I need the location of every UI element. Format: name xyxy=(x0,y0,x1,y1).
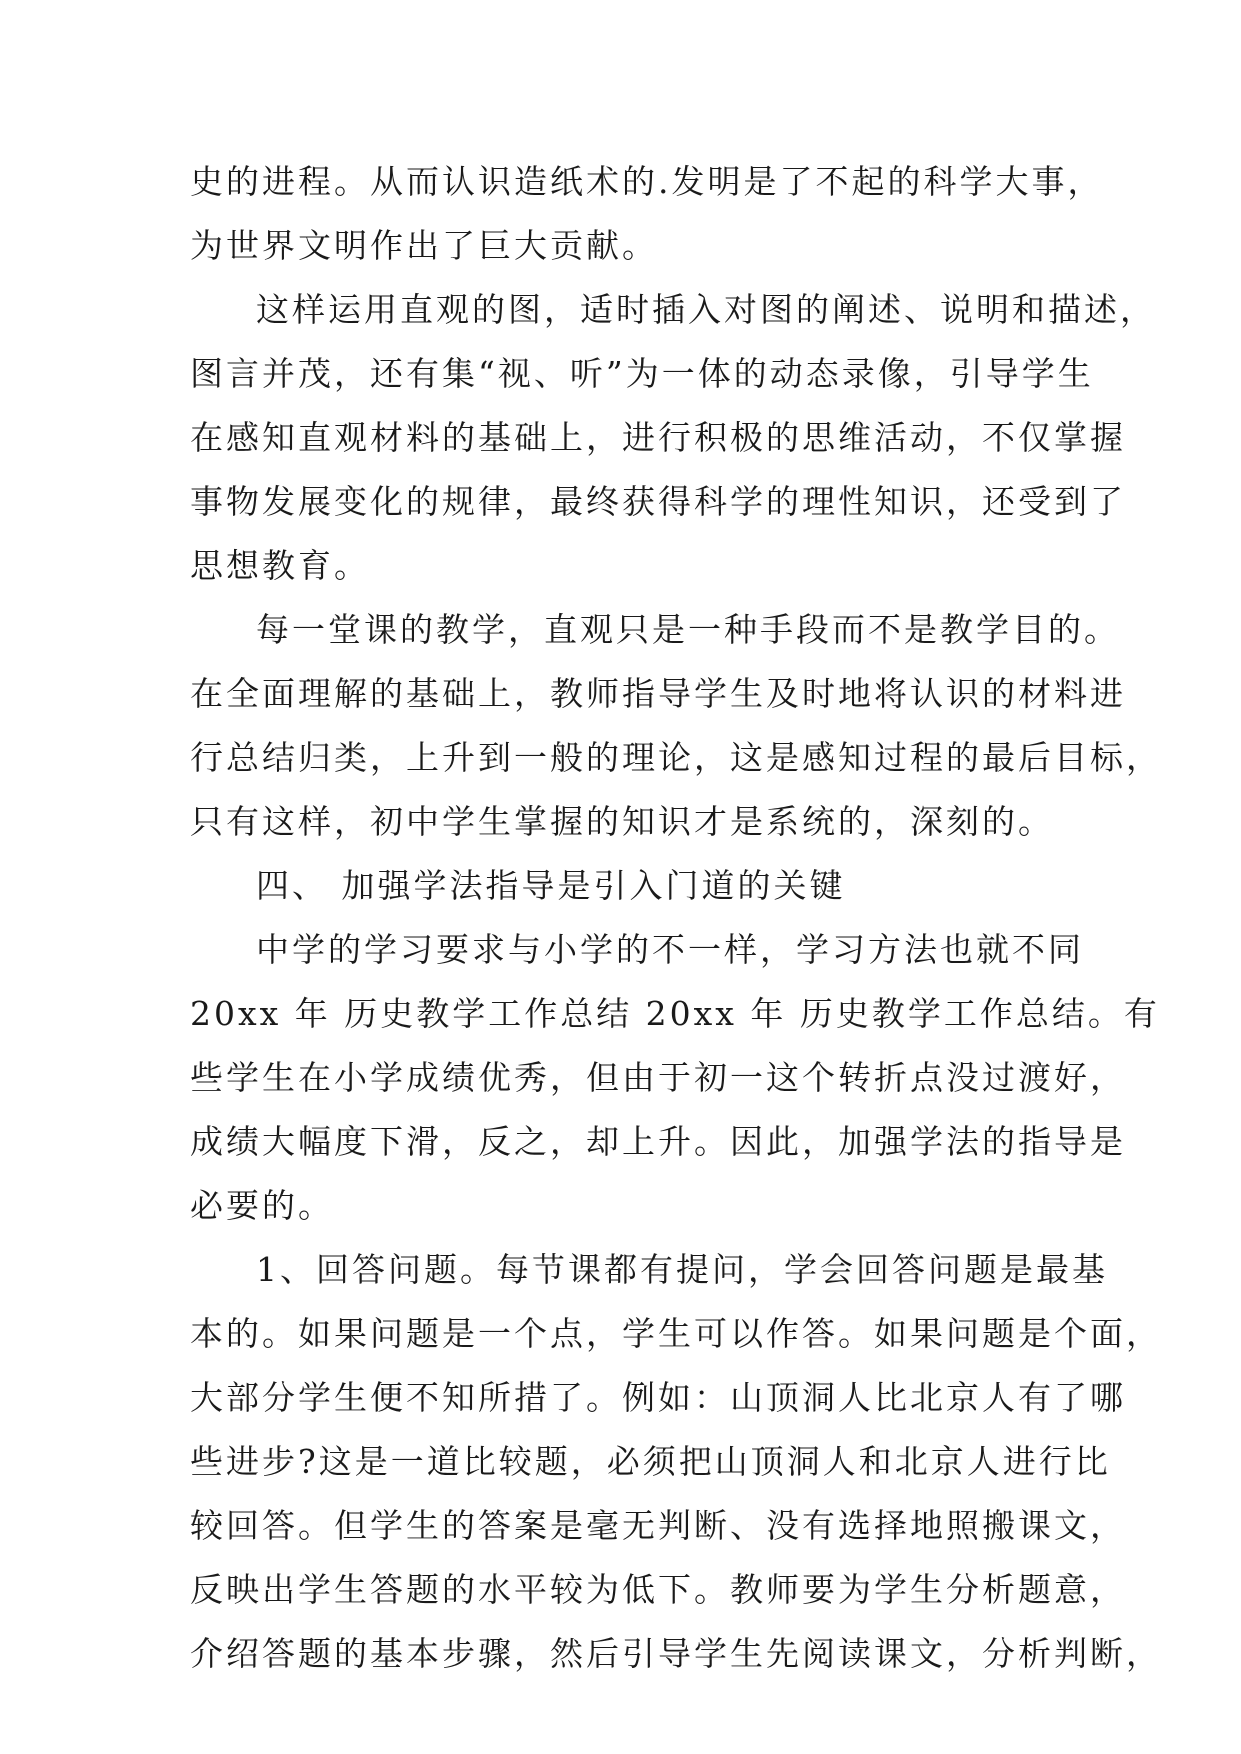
text-line: 思想教育。 xyxy=(190,546,370,585)
paragraph-start-line: 每一堂课的教学，直观只是一种手段而不是教学目的。 xyxy=(256,610,1120,649)
paragraph-start-line: 中学的学习要求与小学的不一样，学习方法也就不同 xyxy=(256,930,1084,969)
text-line: 较回答。但学生的答案是毫无判断、没有选择地照搬课文， xyxy=(190,1506,1126,1545)
text-line: 在感知直观材料的基础上，进行积极的思维活动，不仅掌握 xyxy=(190,418,1126,457)
text-line: 只有这样，初中学生掌握的知识才是系统的，深刻的。 xyxy=(190,802,1054,841)
text-line: 些学生在小学成绩优秀，但由于初一这个转折点没过渡好， xyxy=(190,1058,1126,1097)
text-line: 事物发展变化的规律，最终获得科学的理性知识，还受到了 xyxy=(190,482,1126,521)
text-line: 必要的。 xyxy=(190,1186,334,1225)
text-line: 本的。如果问题是一个点，学生可以作答。如果问题是个面， xyxy=(190,1314,1162,1353)
body-text xyxy=(190,150,1162,1686)
text-line: 在全面理解的基础上，教师指导学生及时地将认识的材料进 xyxy=(190,674,1126,713)
section-heading: 四、 加强学法指导是引入门道的关键 xyxy=(256,866,846,905)
text-line: 为世界文明作出了巨大贡献。 xyxy=(190,226,658,265)
text-line: 图言并茂，还有集“视、听”为一体的动态录像，引导学生 xyxy=(190,354,1094,393)
text-line: 20xx 年 历史教学工作总结 20xx 年 历史教学工作总结。有 xyxy=(190,994,1160,1033)
text-line: 成绩大幅度下滑，反之，却上升。因此，加强学法的指导是 xyxy=(190,1122,1126,1161)
text-line: 史的进程。从而认识造纸术的.发明是了不起的科学大事， xyxy=(190,162,1104,201)
text-line: 介绍答题的基本步骤，然后引导学生先阅读课文，分析判断， xyxy=(190,1634,1162,1673)
paragraph-start-line: 1、回答问题。每节课都有提问，学会回答问题是最基 xyxy=(256,1250,1108,1289)
text-line: 些进步?这是一道比较题，必须把山顶洞人和北京人进行比 xyxy=(190,1442,1111,1481)
text-line: 大部分学生便不知所措了。例如：山顶洞人比北京人有了哪 xyxy=(190,1378,1126,1417)
text-line: 反映出学生答题的水平较为低下。教师要为学生分析题意， xyxy=(190,1570,1126,1609)
text-line: 行总结归类，上升到一般的理论，这是感知过程的最后目标， xyxy=(190,738,1162,777)
paragraph-start-line: 这样运用直观的图，适时插入对图的阐述、说明和描述， xyxy=(256,290,1156,329)
